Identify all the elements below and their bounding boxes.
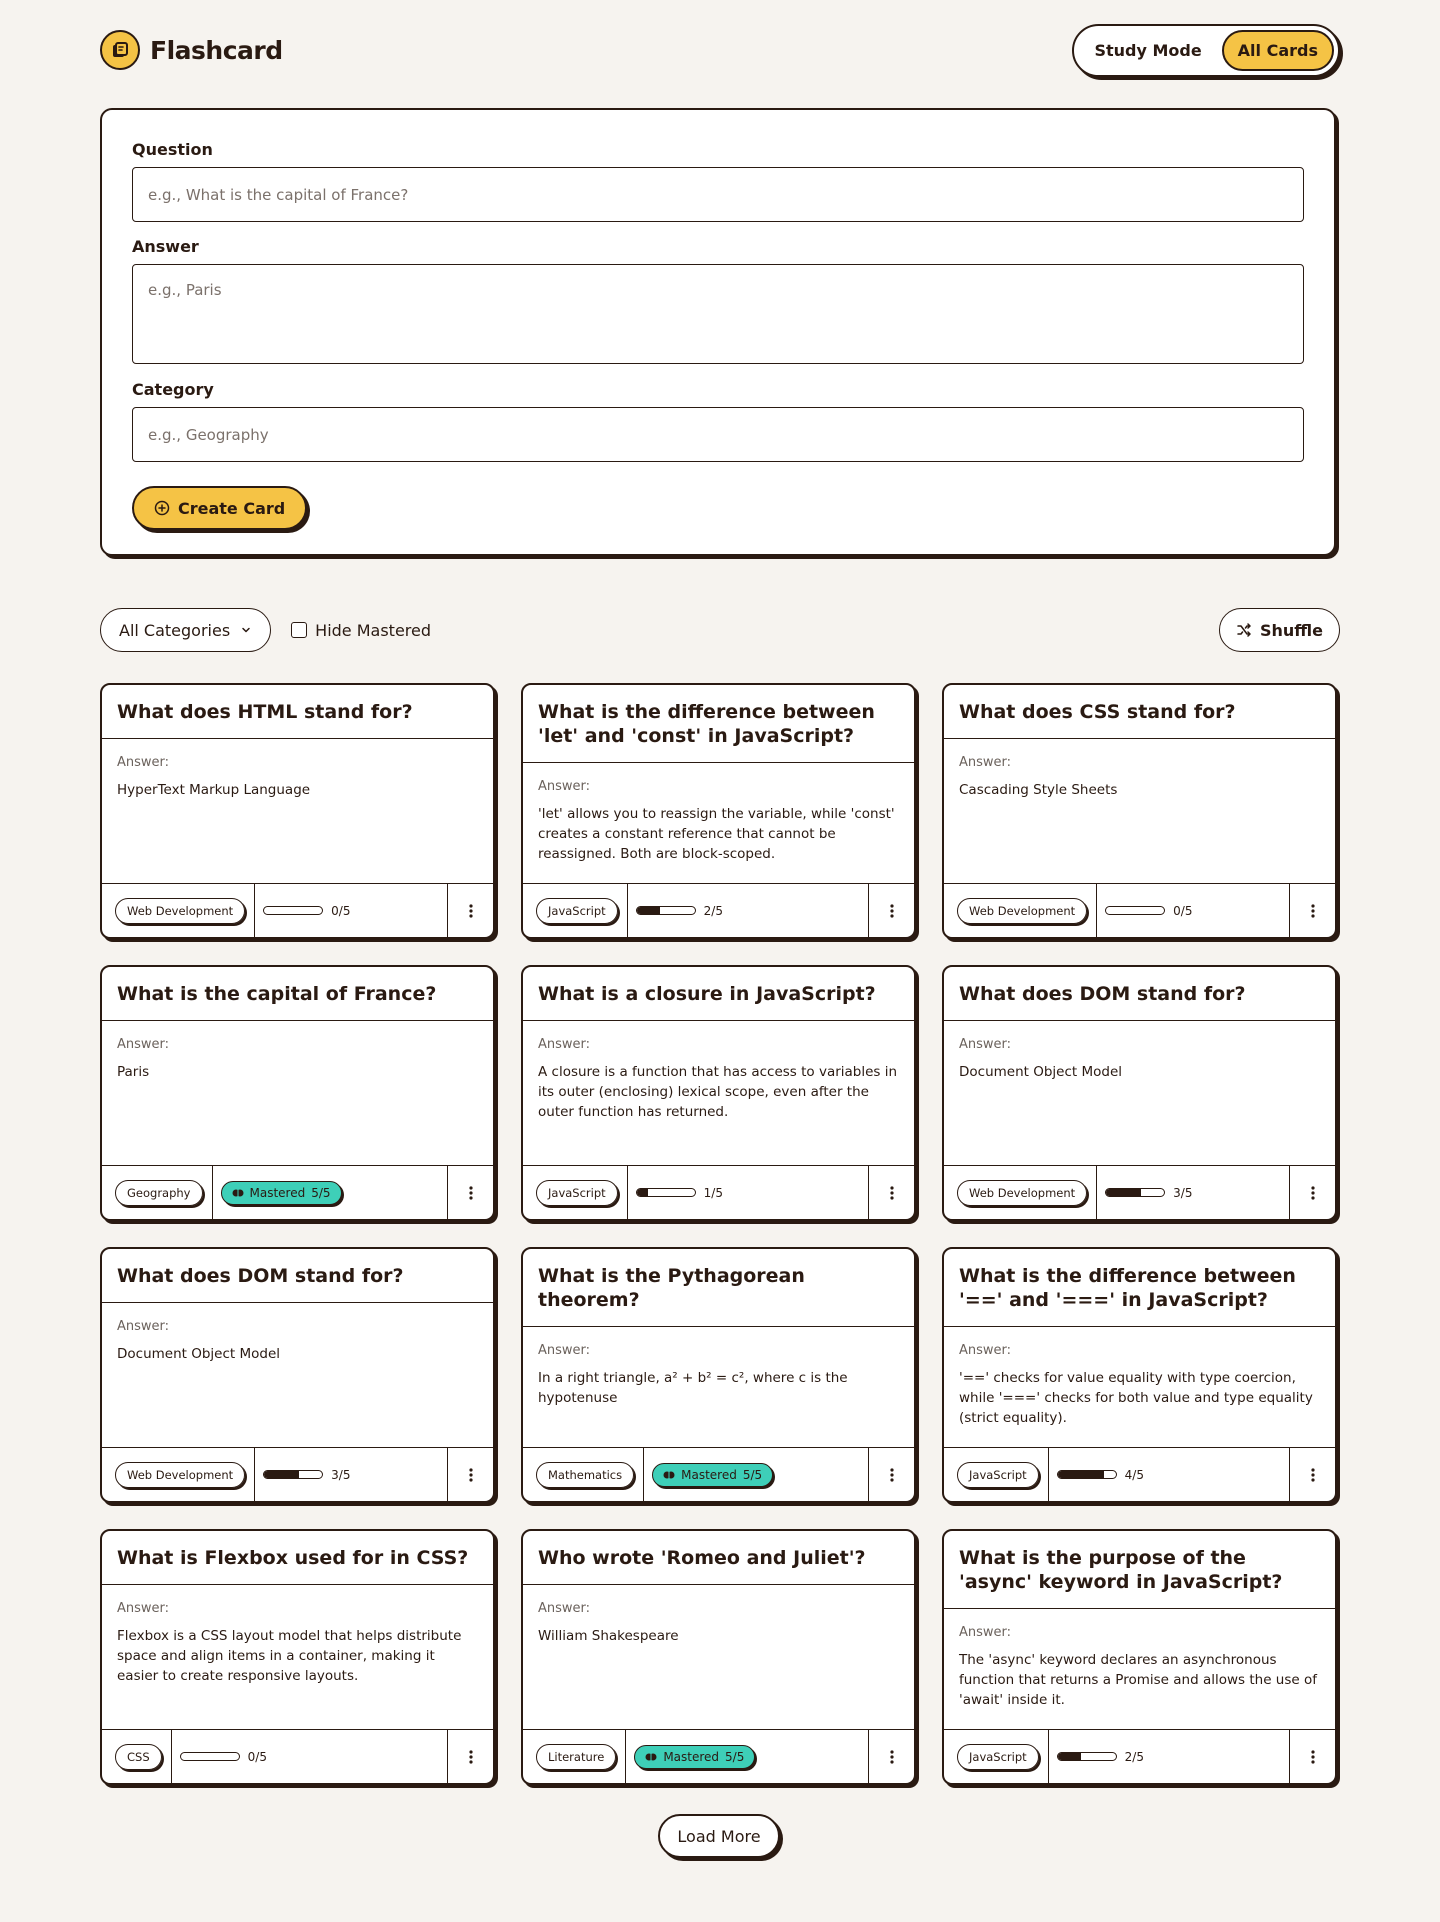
progress-count: 2/5 xyxy=(703,903,723,918)
header xyxy=(100,24,1340,76)
answer-prefix: Answer: xyxy=(538,1037,591,1052)
card-menu-button[interactable] xyxy=(1289,1730,1335,1783)
progress-count: 2/5 xyxy=(1124,1749,1144,1764)
card-category xyxy=(523,1166,628,1219)
answer-prefix: Answer: xyxy=(959,1343,1012,1358)
app-title: Flashcard xyxy=(150,35,283,65)
flashcard[interactable] xyxy=(100,683,495,939)
flashcard[interactable] xyxy=(521,1529,916,1785)
card-footer xyxy=(944,1729,1335,1783)
answer-prefix: Answer: xyxy=(117,755,170,770)
card-body xyxy=(944,1609,1335,1729)
category-tag[interactable]: JavaScript xyxy=(536,1180,618,1206)
hide-mastered-toggle[interactable] xyxy=(291,621,431,640)
answer-prefix: Answer: xyxy=(538,779,591,794)
card-body xyxy=(102,1585,493,1729)
progress-count: 1/5 xyxy=(703,1185,723,1200)
answer-input[interactable] xyxy=(132,264,1304,364)
flashcard[interactable] xyxy=(942,1247,1337,1503)
card-menu-button[interactable] xyxy=(868,1448,914,1501)
hide-mastered-label: Hide Mastered xyxy=(315,620,432,640)
filter-bar xyxy=(100,608,1340,652)
card-progress xyxy=(628,884,868,937)
card-menu-button[interactable] xyxy=(868,1730,914,1783)
category-tag[interactable]: JavaScript xyxy=(957,1744,1039,1770)
question-label: Question xyxy=(132,140,213,159)
more-vertical-icon xyxy=(890,1750,894,1764)
card-body xyxy=(944,739,1335,883)
card-question: What does CSS stand for? xyxy=(944,685,1335,739)
progress-count: 0/5 xyxy=(247,1749,267,1764)
card-footer xyxy=(523,1729,914,1783)
card-answer: Cascading Style Sheets xyxy=(959,782,1118,798)
question-input[interactable] xyxy=(132,167,1304,222)
card-body xyxy=(102,1303,493,1447)
more-vertical-icon xyxy=(469,1468,473,1482)
card-answer: Paris xyxy=(117,1064,150,1080)
card-progress xyxy=(628,1166,868,1219)
card-question: What is the capital of France? xyxy=(102,967,493,1021)
flashcard[interactable] xyxy=(942,683,1337,939)
mastered-label: Mastered xyxy=(681,1467,737,1482)
card-menu-button[interactable] xyxy=(1289,884,1335,937)
brain-icon xyxy=(663,1469,675,1481)
answer-prefix: Answer: xyxy=(538,1601,591,1616)
card-body xyxy=(523,1327,914,1447)
create-card-label: Create Card xyxy=(178,498,286,518)
progress-bar xyxy=(1105,1188,1165,1197)
shuffle-label: Shuffle xyxy=(1259,620,1323,640)
flashcard[interactable] xyxy=(942,1529,1337,1785)
card-progress xyxy=(255,884,447,937)
card-question: What is the difference between 'let' and 'const' in JavaScript? xyxy=(523,685,914,763)
progress-bar xyxy=(263,906,323,915)
card-progress xyxy=(1097,884,1289,937)
answer-label: Answer xyxy=(132,237,199,256)
card-answer: The 'async' keyword declares an asynchronous function that returns a Promise and allows the use of 'await' inside it. xyxy=(959,1652,1317,1708)
brand[interactable] xyxy=(100,30,283,70)
more-vertical-icon xyxy=(469,904,473,918)
card-progress xyxy=(1097,1166,1289,1219)
more-vertical-icon xyxy=(1311,904,1315,918)
card-category xyxy=(102,1166,213,1219)
flashcard-logo-icon xyxy=(100,30,140,70)
answer-prefix: Answer: xyxy=(959,1037,1012,1052)
shuffle-button[interactable] xyxy=(1219,608,1340,652)
card-answer: William Shakespeare xyxy=(538,1628,679,1644)
progress-count: 4/5 xyxy=(1124,1467,1144,1482)
hide-mastered-checkbox[interactable] xyxy=(291,622,307,638)
more-vertical-icon xyxy=(1311,1750,1315,1764)
card-progress xyxy=(213,1166,448,1219)
flashcard[interactable] xyxy=(942,965,1337,1221)
card-footer xyxy=(523,1165,914,1219)
card-progress xyxy=(172,1730,447,1783)
card-menu-button[interactable] xyxy=(1289,1448,1335,1501)
create-card-form xyxy=(100,108,1336,556)
mastered-count: 5/5 xyxy=(725,1749,745,1764)
card-progress xyxy=(644,1448,868,1501)
card-answer: '==' checks for value equality with type coercion, while '===' checks for both value and type equality (strict equality). xyxy=(959,1370,1313,1426)
all-cards-button[interactable]: All Cards xyxy=(1222,30,1334,71)
progress-fill xyxy=(1106,1189,1141,1196)
card-category xyxy=(944,1448,1049,1501)
flashcard[interactable] xyxy=(521,683,916,939)
card-answer: Flexbox is a CSS layout model that helps distribute space and align items in a container, making it easier to create responsive layouts. xyxy=(117,1628,462,1684)
card-category xyxy=(102,1448,255,1501)
card-category xyxy=(523,1448,644,1501)
mastered-badge xyxy=(634,1745,755,1769)
more-vertical-icon xyxy=(890,1186,894,1200)
category-tag[interactable]: Geography xyxy=(115,1180,203,1206)
category-tag[interactable]: Web Development xyxy=(115,898,245,924)
category-tag[interactable]: Literature xyxy=(536,1744,616,1770)
card-footer xyxy=(944,1165,1335,1219)
more-vertical-icon xyxy=(469,1750,473,1764)
card-footer xyxy=(523,1447,914,1501)
card-footer xyxy=(944,883,1335,937)
card-question: What is a closure in JavaScript? xyxy=(523,967,914,1021)
more-vertical-icon xyxy=(1311,1468,1315,1482)
card-footer xyxy=(102,1729,493,1783)
flashcard[interactable] xyxy=(521,1247,916,1503)
progress-fill xyxy=(637,907,660,914)
mastered-label: Mastered xyxy=(249,1185,306,1200)
progress-bar xyxy=(1057,1752,1117,1761)
category-tag[interactable]: JavaScript xyxy=(957,1462,1039,1488)
card-answer: In a right triangle, a² + b² = c², where c is the hypotenuse xyxy=(538,1370,848,1406)
progress-fill xyxy=(264,1471,299,1478)
category-select[interactable] xyxy=(100,608,271,652)
card-question: What does HTML stand for? xyxy=(102,685,493,739)
card-answer: 'let' allows you to reassign the variable, while 'const' creates a constant reference that cannot be reassigned. Both are block-scoped. xyxy=(538,806,895,862)
card-category xyxy=(944,884,1097,937)
card-footer xyxy=(523,883,914,937)
category-tag[interactable]: Web Development xyxy=(115,1462,245,1488)
card-menu-button[interactable] xyxy=(447,1448,493,1501)
card-category xyxy=(102,1730,172,1783)
mastered-label: Mastered xyxy=(663,1749,720,1764)
card-question: Who wrote 'Romeo and Juliet'? xyxy=(523,1531,914,1585)
progress-count: 3/5 xyxy=(331,1467,351,1482)
mastered-count: 5/5 xyxy=(311,1185,331,1200)
flashcard[interactable] xyxy=(521,965,916,1221)
card-body xyxy=(944,1327,1335,1447)
card-category xyxy=(102,884,255,937)
category-tag[interactable]: Mathematics xyxy=(536,1462,634,1488)
card-question: What is the purpose of the 'async' keyword in JavaScript? xyxy=(944,1531,1335,1609)
progress-bar xyxy=(636,906,696,915)
card-question: What does DOM stand for? xyxy=(944,967,1335,1021)
card-footer xyxy=(102,1165,493,1219)
card-question: What is the difference between '==' and '===' in JavaScript? xyxy=(944,1249,1335,1327)
answer-prefix: Answer: xyxy=(117,1601,170,1616)
progress-bar xyxy=(1105,906,1165,915)
mastered-badge xyxy=(221,1181,342,1205)
card-body xyxy=(523,1021,914,1165)
category-label: Category xyxy=(132,380,214,399)
card-question: What is the Pythagorean theorem? xyxy=(523,1249,914,1327)
card-answer: Document Object Model xyxy=(959,1064,1123,1080)
card-body xyxy=(523,763,914,883)
study-mode-button[interactable]: Study Mode xyxy=(1094,40,1202,60)
card-menu-button[interactable] xyxy=(447,1166,493,1219)
category-tag[interactable]: JavaScript xyxy=(536,898,618,924)
card-progress xyxy=(626,1730,868,1783)
progress-count: 0/5 xyxy=(331,903,351,918)
answer-prefix: Answer: xyxy=(117,1319,170,1334)
category-tag[interactable]: CSS xyxy=(115,1744,162,1770)
card-category xyxy=(944,1166,1097,1219)
category-tag[interactable]: Web Development xyxy=(957,898,1087,924)
card-body xyxy=(523,1585,914,1729)
card-footer xyxy=(102,1447,493,1501)
more-vertical-icon xyxy=(890,904,894,918)
card-menu-button[interactable] xyxy=(447,1730,493,1783)
card-question: What does DOM stand for? xyxy=(102,1249,493,1303)
more-vertical-icon xyxy=(1311,1186,1315,1200)
answer-prefix: Answer: xyxy=(117,1037,170,1052)
more-vertical-icon xyxy=(890,1468,894,1482)
category-input[interactable] xyxy=(132,407,1304,462)
load-more-button[interactable]: Load More xyxy=(658,1814,780,1858)
card-menu-button[interactable] xyxy=(868,884,914,937)
brain-icon xyxy=(645,1751,657,1763)
chevron-down-icon xyxy=(240,624,252,636)
progress-count: 3/5 xyxy=(1173,1185,1193,1200)
progress-fill xyxy=(1058,1753,1081,1760)
mastered-badge xyxy=(652,1463,773,1487)
card-answer: A closure is a function that has access to variables in its outer (enclosing) lexical scope, even after the outer function has returned. xyxy=(538,1064,898,1120)
card-answer: HyperText Markup Language xyxy=(117,782,311,798)
progress-fill xyxy=(637,1189,649,1196)
card-question: What is Flexbox used for in CSS? xyxy=(102,1531,493,1585)
progress-count: 0/5 xyxy=(1173,903,1193,918)
answer-prefix: Answer: xyxy=(538,1343,591,1358)
category-select-value: All Categories xyxy=(119,620,231,640)
category-tag[interactable]: Web Development xyxy=(957,1180,1087,1206)
answer-prefix: Answer: xyxy=(959,755,1012,770)
answer-prefix: Answer: xyxy=(959,1625,1012,1640)
progress-bar xyxy=(636,1188,696,1197)
card-menu-button[interactable] xyxy=(1289,1166,1335,1219)
progress-bar xyxy=(180,1752,240,1761)
mastered-count: 5/5 xyxy=(742,1467,763,1482)
card-body xyxy=(944,1021,1335,1165)
progress-bar xyxy=(1057,1470,1117,1479)
flashcard[interactable] xyxy=(100,1247,495,1503)
card-progress xyxy=(1049,1448,1289,1501)
card-menu-button[interactable] xyxy=(447,884,493,937)
flashcard[interactable] xyxy=(100,1529,495,1785)
card-category xyxy=(944,1730,1049,1783)
card-progress xyxy=(255,1448,447,1501)
card-grid xyxy=(100,683,1336,1785)
flashcard[interactable] xyxy=(100,965,495,1221)
more-vertical-icon xyxy=(469,1186,473,1200)
card-footer xyxy=(102,883,493,937)
brain-icon xyxy=(232,1187,244,1199)
card-body xyxy=(102,1021,493,1165)
mode-toggle xyxy=(1072,24,1340,77)
card-category xyxy=(523,1730,626,1783)
card-menu-button[interactable] xyxy=(868,1166,914,1219)
progress-fill xyxy=(1058,1471,1104,1478)
progress-bar xyxy=(263,1470,323,1479)
shuffle-icon xyxy=(1236,622,1252,638)
card-answer: Document Object Model xyxy=(117,1346,281,1362)
card-category xyxy=(523,884,628,937)
card-body xyxy=(102,739,493,883)
card-progress xyxy=(1049,1730,1289,1783)
create-card-button[interactable] xyxy=(132,486,307,530)
plus-circle-icon xyxy=(154,500,170,516)
card-footer xyxy=(944,1447,1335,1501)
